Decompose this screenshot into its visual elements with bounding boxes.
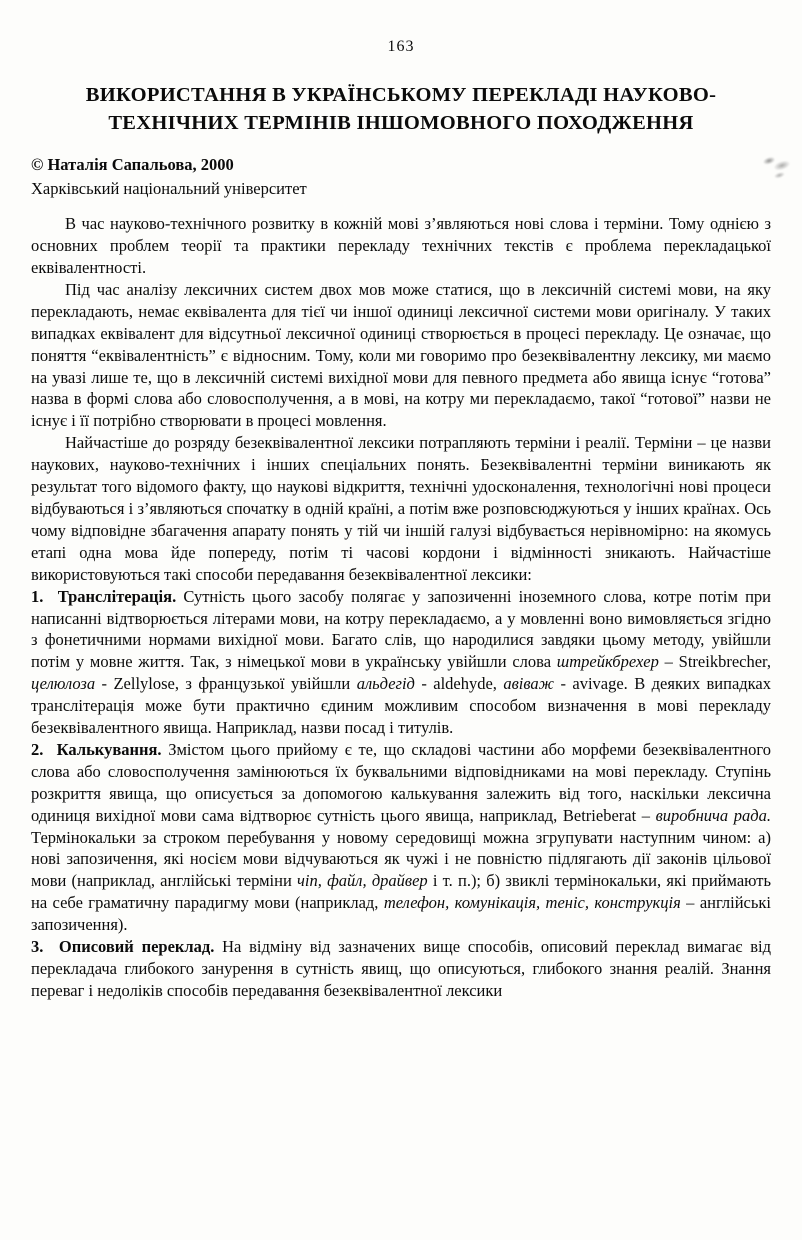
page-number: 163	[387, 38, 415, 55]
text-segment: і т. п.); б) звиклі термінокальки, які приймають на себе граматичну парадигму мови (наприклад,	[31, 871, 771, 913]
text-segment: В час науково-технічного розвитку в кожній мові з’являються нові слова і терміни. Тому однією з основних проблем теорії та практики перекладу технічних текстів є проблема перекладацької еквівалентності.	[31, 214, 771, 277]
item-calquing	[31, 739, 771, 936]
text-segment: Термінокальки за строком перебування у новому середовищі можна згрупувати наступним чином: а) нові запозичення, які носієм мови відчуваються як чужі і не повністю підлягають дії законів цільової мови (наприклад, англійські терміни	[31, 827, 771, 891]
text-segment: - Zellylose, з французької увійшли	[95, 674, 357, 694]
text-segment: чіп, файл, драйвер	[297, 871, 428, 891]
intro-paragraph	[31, 213, 771, 279]
affiliation-line: Харківський національний університет	[31, 179, 307, 199]
text-segment: Під час аналізу лексичних систем двох мов може статися, що в лексичній системі мови, на яку перекладають, немає еквівалента для тієї чи іншої одиниці лексичної системи мови оригіналу. У таких випадках еквівалент для відсутньої лексичної одиниці створюється в процесі перекладу. Це означає, що поняття “еквівалентність” є відносним. Тому, коли ми говоримо про безеквівалентну лексику, ми маємо на увазі лише те, що в лексичній системі вихідної мови для певного предмета або явища існує “готова” назва в формі слова або словосполучення, а в мові, на котру ми перекладаємо, такої “готової” назви не існує і її потрібно створювати в процесі мовлення.	[31, 279, 771, 431]
text-segment: - avivage. В деяких випадках транслітерація може бути практично єдиним можливим способом визначення в мові перекладу безеквівалентного явища. Наприклад, назви посад і титулів.	[31, 674, 772, 738]
item-descriptive-translation	[31, 936, 771, 1002]
text-segment: 1. Транслітерація.	[31, 586, 177, 606]
text-segment: Сутність цього засобу полягає у запозиченні іноземного слова, котре потім при написанні відтворюється літерами мови, на котру перекладаємо, а у мовленні воно вимовляється згідно з фонетичними нормами вихідної мови. Багато слів, що народилися завдяки цьому методу, увійшли потім у мовне життя. Так, з німецької мови в українську увійшли слова	[31, 586, 771, 672]
text-segment: - aldehyde,	[414, 674, 504, 694]
text-segment: целюлоза	[31, 674, 96, 694]
article-title-line-2: ТЕХНІЧНИХ ТЕРМІНІВ ІНШОМОВНОГО ПОХОДЖЕННЯ	[108, 111, 694, 134]
article-body	[31, 213, 771, 1002]
text-segment: авіваж	[503, 674, 555, 694]
terms-paragraph	[31, 432, 771, 585]
text-segment: 3. Описовий переклад.	[31, 937, 215, 957]
copyright-line: © Наталія Сапальова, 2000	[31, 155, 234, 175]
text-segment: На відміну від зазначених вище способів, описовий переклад вимагає від перекладача глибокого занурення в сутність явищ, що описуються, глибокого знання реалій. Знання переваг і недоліків способів передавання безеквівалентної лексики	[31, 937, 771, 1000]
item-transliteration	[31, 586, 771, 739]
article-title	[31, 82, 771, 137]
text-segment: альдегід	[356, 674, 415, 694]
text-segment: штрейкбрехер	[556, 652, 659, 672]
text-segment: 2. Калькування.	[31, 739, 162, 759]
text-segment: виробнича рада.	[655, 805, 771, 825]
text-segment: Найчастіше до розряду безеквівалентної лексики потрапляють терміни і реалії. Терміни – це назви наукових, науково-технічних і інших спеціальних понять. Безеквівалентні терміни виникають як результат того відомого факту, що наукові відкриття, технічні удосконалення, технологічні нові процеси відбуваються і з’являються спочатку в одній країні, а потім вже розповсюджуються у інших країнах. Ось чому відповідне збагачення апарату понять у тій чи іншій галузі відбувається нерівномірно: на якомусь етапі одна мова йде попереду, потім ті часові кордони і відмінності зникають. Найчастіше використовуються такі способи передавання безеквівалентної лексики:	[31, 433, 771, 584]
equivalence-paragraph	[31, 279, 771, 432]
text-segment: – Streikbrecher,	[658, 652, 771, 672]
text-segment: телефон, комунікація, теніс, конструкція	[383, 893, 681, 913]
article-title-line-1: ВИКОРИСТАННЯ В УКРАЇНСЬКОМУ ПЕРЕКЛАДІ НАУКОВО-	[85, 84, 717, 106]
text-segment: – англійські запозичення).	[31, 893, 771, 935]
text-segment: Змістом цього прийому є те, що складові частини або морфеми безеквівалентного слова або словосполучення замінюються їх буквальними відповідниками на мові перекладу. Ступінь розкриття явища, що описується за допомогою калькування залежить від того, наскільки лексична одиниця вихідної мови сама відтворює сутність цього явища, наприклад, Betrieberat –	[31, 739, 771, 825]
